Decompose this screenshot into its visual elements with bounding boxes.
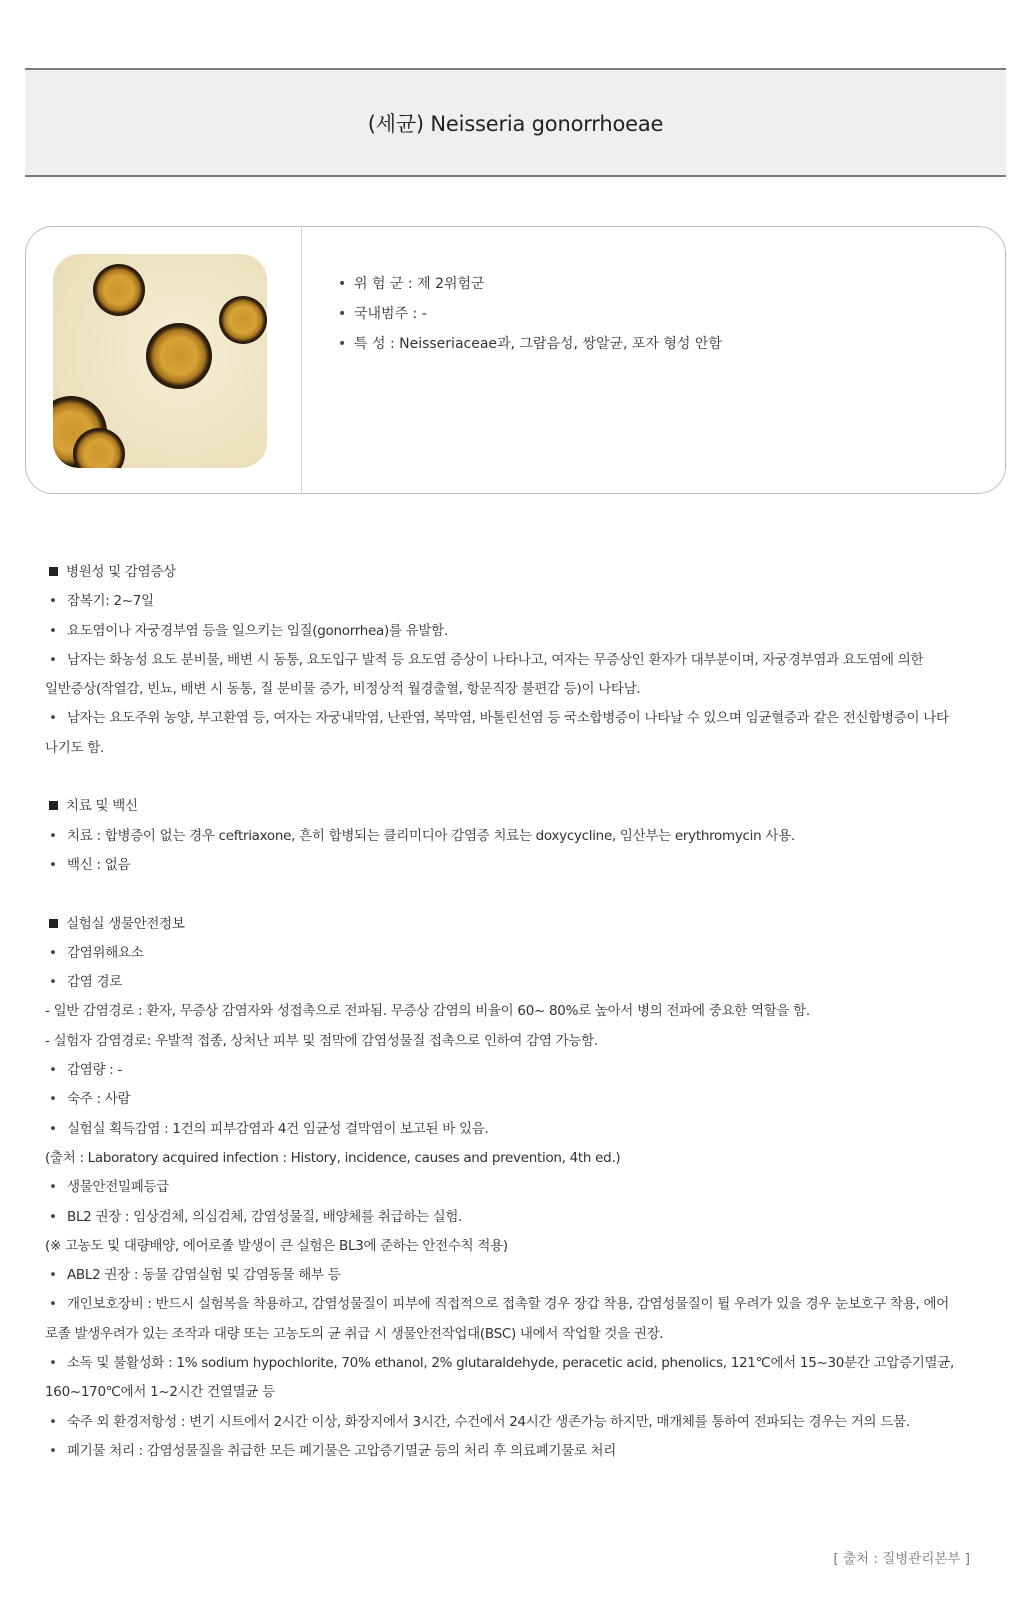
info-box bbox=[25, 226, 1006, 494]
info-risk-group: • 위 험 군 : 제 2위험군 bbox=[338, 269, 722, 299]
colony-photo bbox=[53, 254, 267, 468]
section-heading: 실험실 생물안전정보 bbox=[45, 910, 995, 939]
list-item: • 백신 : 없음 bbox=[45, 851, 995, 880]
page-title: (세균) Neisseria gonorrhoeae bbox=[367, 111, 664, 136]
info-domestic-category: • 국내범주 : - bbox=[338, 299, 722, 329]
list-item: • 잠복기: 2~7일 bbox=[45, 587, 995, 616]
list-item: • 숙주 : 사람 bbox=[45, 1085, 995, 1114]
list-item: • BL2 권장 : 임상검체, 의심검체, 감염성물질, 배양체를 취급하는 실험. bbox=[45, 1203, 995, 1232]
list-item-continued: 로졸 발생우려가 있는 조작과 대량 또는 고농도의 균 취급 시 생물안전작업대(BSC) 내에서 작업할 것을 권장. bbox=[45, 1325, 664, 1342]
info-divider bbox=[301, 227, 302, 493]
info-characteristics: • 특 성 : Neisseriaceae과, 그람음성, 쌍알균, 포자 형성 안함 bbox=[338, 329, 722, 359]
list-item: • 폐기물 처리 : 감염성물질을 취급한 모든 폐기물은 고압증기멸균 등의 처리 후 의료폐기물로 처리 bbox=[45, 1437, 995, 1466]
info-list bbox=[338, 269, 722, 359]
source-citation: [ 출처 : 질병관리본부 ] bbox=[833, 1551, 970, 1567]
list-item-continued: (※ 고농도 및 대량배양, 에어로졸 발생이 큰 실험은 BL3에 준하는 안전수칙 적용) bbox=[45, 1237, 508, 1254]
list-item-continued: 나기도 함. bbox=[45, 739, 104, 756]
list-item-continued: - 일반 감염경로 : 환자, 무증상 감염자와 성접촉으로 전파됨. 무증상 감염의 비율이 60~ 80%로 높아서 병의 전파에 중요한 역할을 함. bbox=[45, 1003, 810, 1020]
list-item: • 감염위해요소 bbox=[45, 939, 995, 968]
list-item-continued: - 실험자 감염경로: 우발적 접종, 상처난 피부 및 점막에 감염성물질 접촉으로 인하여 감염 가능함. bbox=[45, 1032, 598, 1049]
list-item-continued: 160~170℃에서 1~2시간 건열멸균 등 bbox=[45, 1384, 275, 1401]
list-item: • 치료 : 합병증이 없는 경우 ceftriaxone, 흔히 합병되는 클리미디아 감염증 치료는 doxycycline, 임산부는 erythromycin 사용. bbox=[45, 822, 995, 851]
list-item-continued: (출처 : Laboratory acquired infection : History, incidence, causes and prevention, 4th ed.) bbox=[45, 1149, 621, 1166]
list-item: • 실험실 획득감염 : 1건의 피부감염과 4건 임균성 결막염이 보고된 바 있음. bbox=[45, 1115, 995, 1144]
list-item: • 감염량 : - bbox=[45, 1056, 995, 1085]
title-bar bbox=[25, 68, 1006, 177]
list-item: • 생물안전밀폐등급 bbox=[45, 1173, 995, 1202]
section-heading: 치료 및 백신 bbox=[45, 792, 995, 821]
list-item: • ABL2 권장 : 동물 감염실험 및 감염동물 해부 등 bbox=[45, 1261, 995, 1290]
list-item: • 소독 및 불활성화 : 1% sodium hypochlorite, 70% ethanol, 2% glutaraldehyde, peracetic acid, phenolics, 121℃에서 15~30분간 고압증기멸균, bbox=[45, 1349, 995, 1378]
list-item: • 개인보호장비 : 반드시 실험복을 착용하고, 감염성물질이 피부에 직접적으로 접촉할 경우 장갑 착용, 감염성물질이 튈 우려가 있을 경우 눈보호구 착용, 에어 bbox=[45, 1290, 995, 1319]
list-item: • 남자는 화농성 요도 분비물, 배변 시 동통, 요도입구 발적 등 요도염 증상이 나타나고, 여자는 무증상인 환자가 대부분이며, 자궁경부염과 요도염에 의한 bbox=[45, 646, 995, 675]
section-heading: 병원성 및 감염증상 bbox=[45, 558, 995, 587]
list-item: • 숙주 외 환경저항성 : 변기 시트에서 2시간 이상, 화장지에서 3시간, 수건에서 24시간 생존가능 하지만, 매개체를 통하여 전파되는 경우는 거의 드뭄. bbox=[45, 1408, 995, 1437]
list-item: • 감염 경로 bbox=[45, 968, 995, 997]
content bbox=[45, 558, 995, 1466]
list-item: • 남자는 요도주위 농양, 부고환염 등, 여자는 자궁내막염, 난관염, 복막염, 바톨린선염 등 국소합병증이 나타날 수 있으며 임균혈증과 같은 전신합병증이 나타 bbox=[45, 704, 995, 733]
list-item: • 요도염이나 자궁경부염 등을 일으키는 임질(gonorrhea)를 유발함. bbox=[45, 617, 995, 646]
list-item-continued: 일반증상(작열감, 빈뇨, 배변 시 동통, 질 분비물 증가, 비정상적 월경출혈, 항문직장 불편감 등)이 나타남. bbox=[45, 681, 641, 698]
